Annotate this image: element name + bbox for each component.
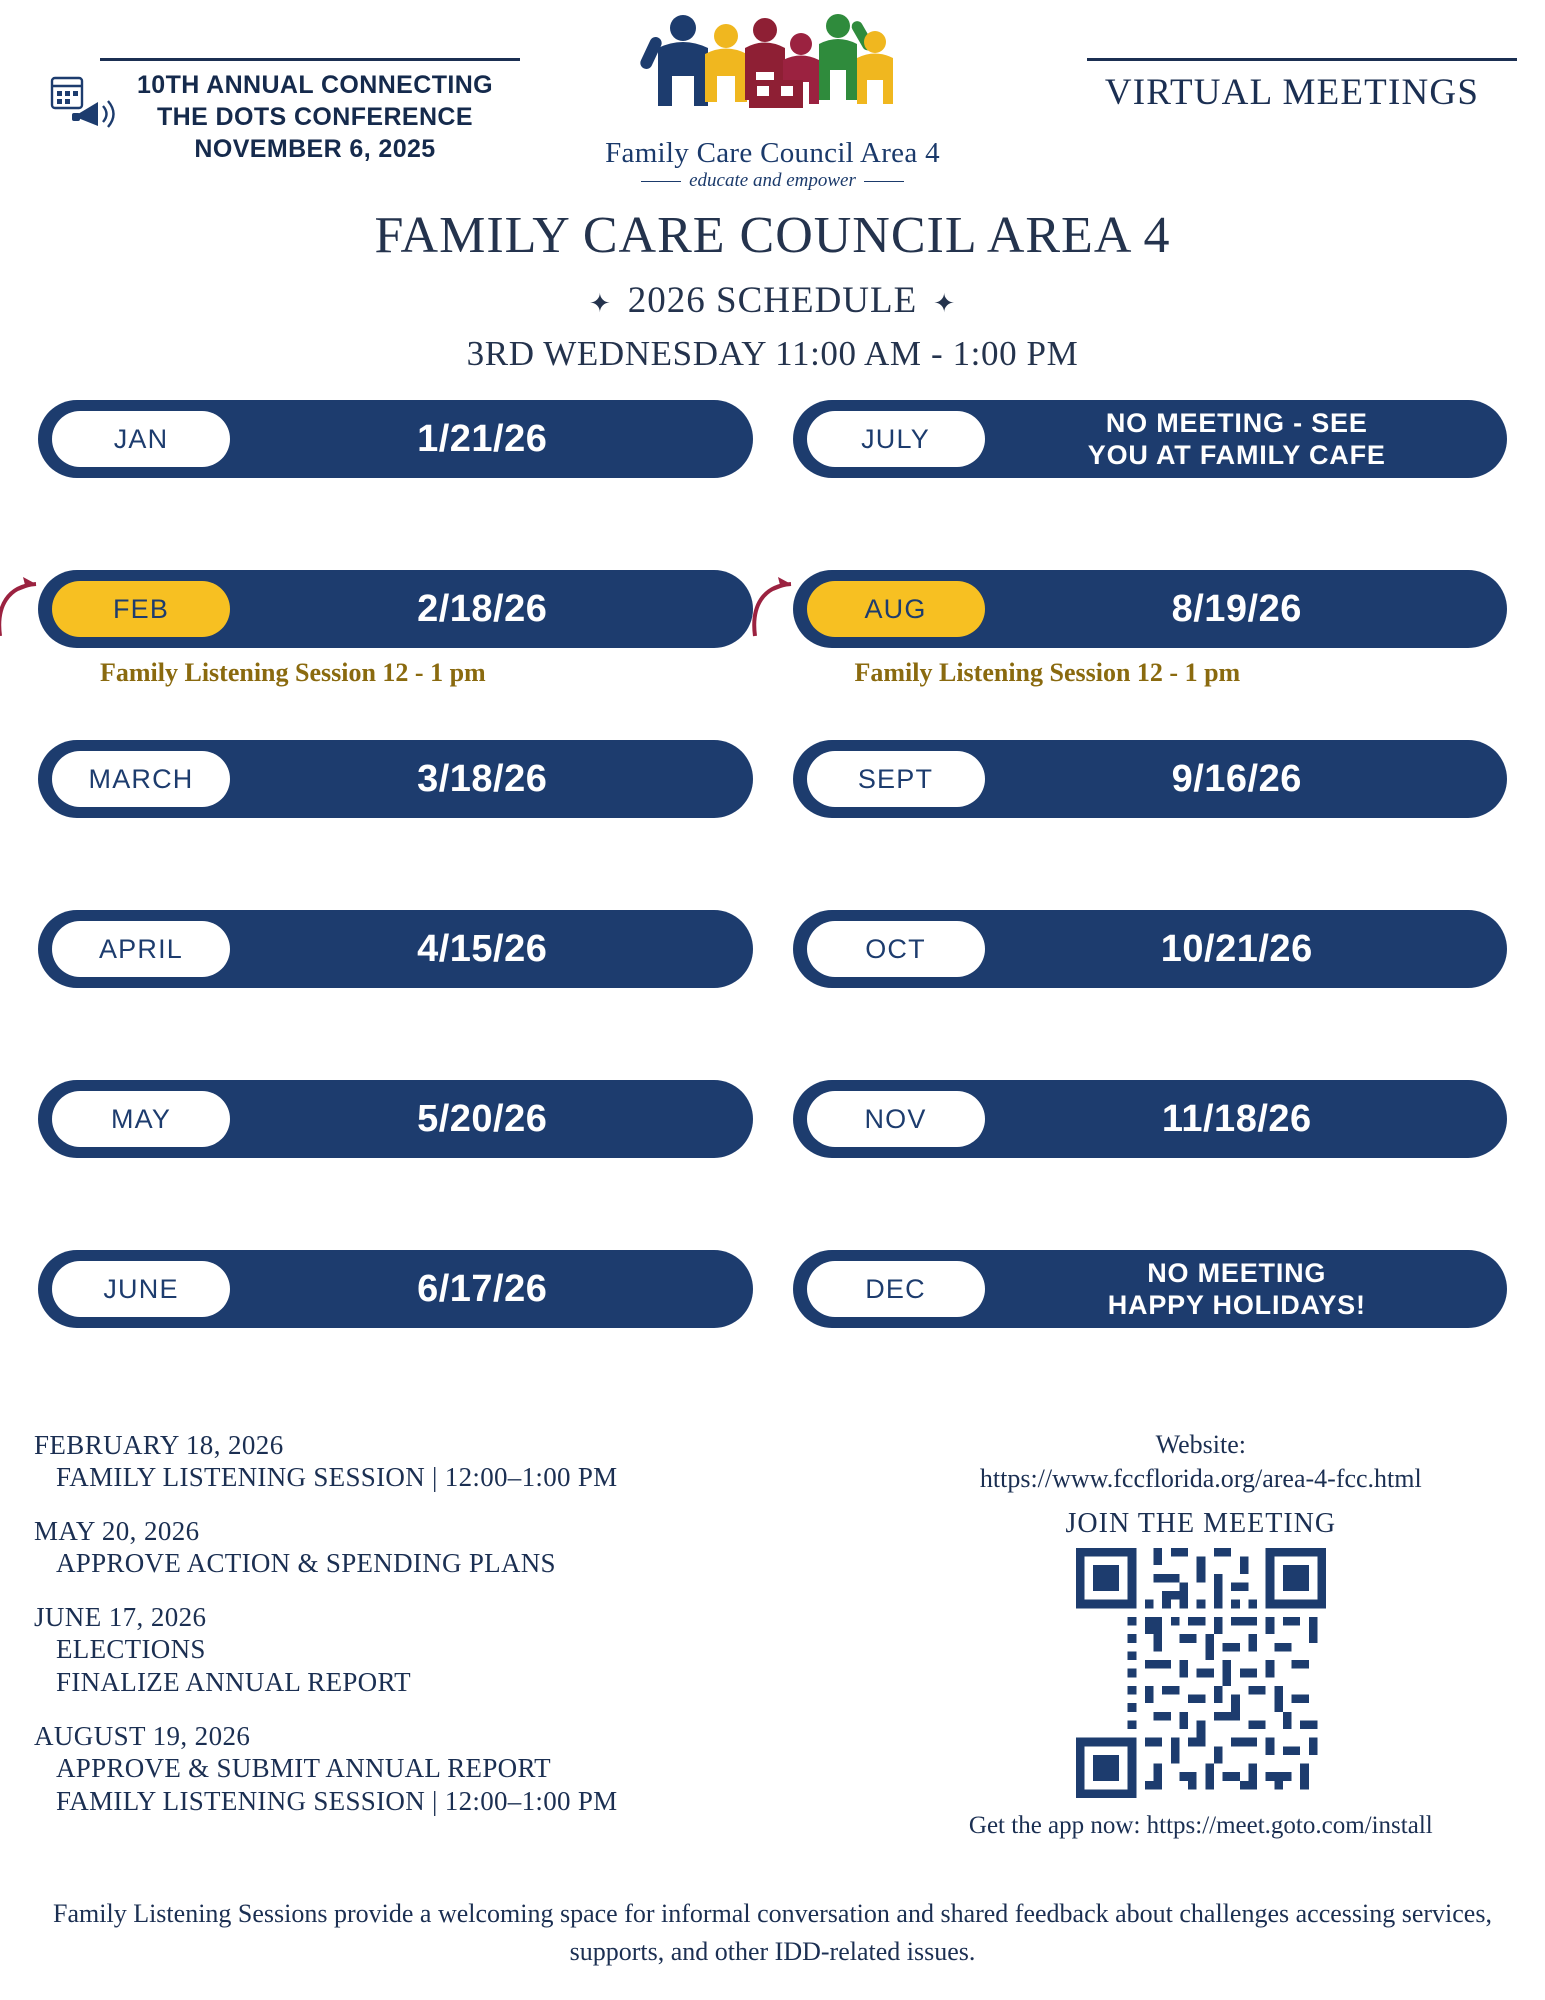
schedule-cell bbox=[793, 570, 1508, 740]
meeting-date-nov: 11/18/26 bbox=[1161, 1097, 1312, 1140]
schedule-row-april[interactable] bbox=[38, 910, 753, 988]
meeting-date-july: NO MEETING - SEE YOU AT FAMILY CAFE bbox=[1087, 407, 1386, 470]
schedule-cell bbox=[793, 910, 1508, 1080]
agenda-item bbox=[34, 1430, 891, 1494]
meeting-date-jan: 1/21/26 bbox=[417, 417, 548, 460]
listening-session-note: Family Listening Session 12 - 1 pm bbox=[100, 658, 486, 687]
meeting-date-march: 3/18/26 bbox=[417, 757, 548, 800]
virtual-meetings-banner bbox=[1067, 58, 1517, 114]
agenda-line: FAMILY LISTENING SESSION | 12:00–1:00 PM bbox=[56, 1462, 618, 1492]
schedule-row-nov[interactable] bbox=[793, 1080, 1508, 1158]
agenda-date: JUNE 17, 2026 bbox=[34, 1601, 207, 1632]
agenda-item bbox=[34, 1516, 891, 1580]
schedule-subtitle bbox=[0, 279, 1545, 322]
meeting-date-june: 6/17/26 bbox=[417, 1267, 548, 1310]
month-chip-nov: NOV bbox=[807, 1091, 985, 1147]
schedule-cell bbox=[38, 400, 753, 570]
month-chip-july: JULY bbox=[807, 411, 985, 467]
contact-block bbox=[891, 1430, 1511, 1840]
page-title: FAMILY CARE COUNCIL AREA 4 bbox=[374, 207, 1171, 264]
schedule-cell bbox=[793, 740, 1508, 910]
schedule-cell bbox=[38, 1250, 753, 1420]
logo-tagline: educate and empower bbox=[675, 170, 870, 192]
agenda-date: MAY 20, 2026 bbox=[34, 1515, 200, 1546]
month-chip-march: MARCH bbox=[52, 751, 230, 807]
meeting-date-oct: 10/21/26 bbox=[1160, 927, 1313, 970]
qr-code[interactable] bbox=[1076, 1548, 1326, 1798]
schedule-row-feb[interactable] bbox=[38, 570, 753, 648]
fcc-logo bbox=[583, 0, 963, 192]
meeting-date-dec: NO MEETING HAPPY HOLIDAYS! bbox=[1107, 1257, 1366, 1320]
agenda-line: FINALIZE ANNUAL REPORT bbox=[56, 1666, 411, 1697]
star-icon-right: ✦ bbox=[933, 288, 957, 318]
meeting-date-april: 4/15/26 bbox=[417, 927, 548, 970]
meeting-date-sept: 9/16/26 bbox=[1171, 757, 1302, 800]
page-header bbox=[0, 0, 1545, 200]
agenda-line: FAMILY LISTENING SESSION | 12:00–1:00 PM bbox=[56, 1785, 618, 1816]
month-chip-april: APRIL bbox=[52, 921, 230, 977]
app-install-line[interactable]: Get the app now: https://meet.goto.com/install bbox=[968, 1812, 1433, 1839]
header-rule-left bbox=[100, 58, 520, 61]
meeting-time-label: 3RD WEDNESDAY 11:00 AM - 1:00 PM bbox=[466, 334, 1079, 373]
agenda-line: APPROVE ACTION & SPENDING PLANS bbox=[56, 1547, 556, 1578]
schedule-cell bbox=[38, 1080, 753, 1250]
month-chip-oct: OCT bbox=[807, 921, 985, 977]
schedule-year-label: 2026 SCHEDULE bbox=[627, 280, 918, 321]
website-label: Website: bbox=[1155, 1430, 1246, 1459]
website-url[interactable]: https://www.fccflorida.org/area-4-fcc.html bbox=[979, 1464, 1422, 1493]
schedule-cell bbox=[793, 400, 1508, 570]
schedule-grid bbox=[0, 400, 1545, 1420]
conference-line-3: NOVEMBER 6, 2025 bbox=[194, 135, 436, 163]
schedule-row-june[interactable] bbox=[38, 1250, 753, 1328]
arrow-icon bbox=[749, 572, 797, 638]
month-chip-aug: AUG bbox=[807, 581, 985, 637]
qr-code-image bbox=[1076, 1548, 1326, 1798]
listening-session-note: Family Listening Session 12 - 1 pm bbox=[854, 658, 1241, 687]
meeting-date-feb: 2/18/26 bbox=[417, 587, 548, 630]
join-meeting-label: JOIN THE MEETING bbox=[1065, 1508, 1337, 1539]
schedule-row-oct[interactable] bbox=[793, 910, 1508, 988]
month-chip-sept: SEPT bbox=[807, 751, 985, 807]
megaphone-icon bbox=[48, 72, 118, 132]
schedule-cell bbox=[793, 1250, 1508, 1420]
month-chip-dec: DEC bbox=[807, 1261, 985, 1317]
agenda-date: FEBRUARY 18, 2026 bbox=[34, 1430, 284, 1460]
virtual-meetings-label: VIRTUAL MEETINGS bbox=[1104, 72, 1480, 113]
schedule-row-march[interactable] bbox=[38, 740, 753, 818]
schedule-row-aug[interactable] bbox=[793, 570, 1508, 648]
schedule-cell bbox=[793, 1080, 1508, 1250]
schedule-row-jan[interactable] bbox=[38, 400, 753, 478]
conference-line-1: 10TH ANNUAL CONNECTING bbox=[136, 71, 494, 99]
schedule-cell bbox=[38, 740, 753, 910]
conference-line-2: THE DOTS CONFERENCE bbox=[157, 103, 473, 131]
month-chip-feb: FEB bbox=[52, 581, 230, 637]
people-logo-icon bbox=[623, 0, 923, 130]
schedule-cell bbox=[38, 570, 753, 740]
conference-banner bbox=[30, 58, 540, 165]
schedule-row-sept[interactable] bbox=[793, 740, 1508, 818]
schedule-row-dec[interactable] bbox=[793, 1250, 1508, 1328]
star-icon-left: ✦ bbox=[588, 288, 612, 318]
schedule-cell bbox=[38, 910, 753, 1080]
agenda-line: APPROVE & SUBMIT ANNUAL REPORT bbox=[56, 1752, 551, 1783]
month-chip-june: JUNE bbox=[52, 1261, 230, 1317]
header-rule-right bbox=[1087, 58, 1517, 61]
schedule-row-may[interactable] bbox=[38, 1080, 753, 1158]
month-chip-may: MAY bbox=[52, 1091, 230, 1147]
meeting-date-may: 5/20/26 bbox=[417, 1097, 548, 1140]
agenda-line: ELECTIONS bbox=[56, 1633, 206, 1664]
footnote-text: Family Listening Sessions provide a welcoming space for informal conversation and shared feedback about challenges accessing services, supports, and other IDD-related issues. bbox=[53, 1899, 1492, 1966]
logo-name: Family Care Council Area 4 bbox=[605, 137, 940, 169]
agenda-list bbox=[34, 1430, 891, 1840]
arrow-icon bbox=[0, 572, 42, 638]
month-chip-jan: JAN bbox=[52, 411, 230, 467]
meeting-date-aug: 8/19/26 bbox=[1171, 587, 1302, 630]
agenda-item bbox=[34, 1602, 891, 1699]
schedule-row-july[interactable] bbox=[793, 400, 1508, 478]
bottom-section bbox=[0, 1430, 1545, 1840]
agenda-item bbox=[34, 1721, 891, 1818]
agenda-date: AUGUST 19, 2026 bbox=[34, 1720, 251, 1751]
